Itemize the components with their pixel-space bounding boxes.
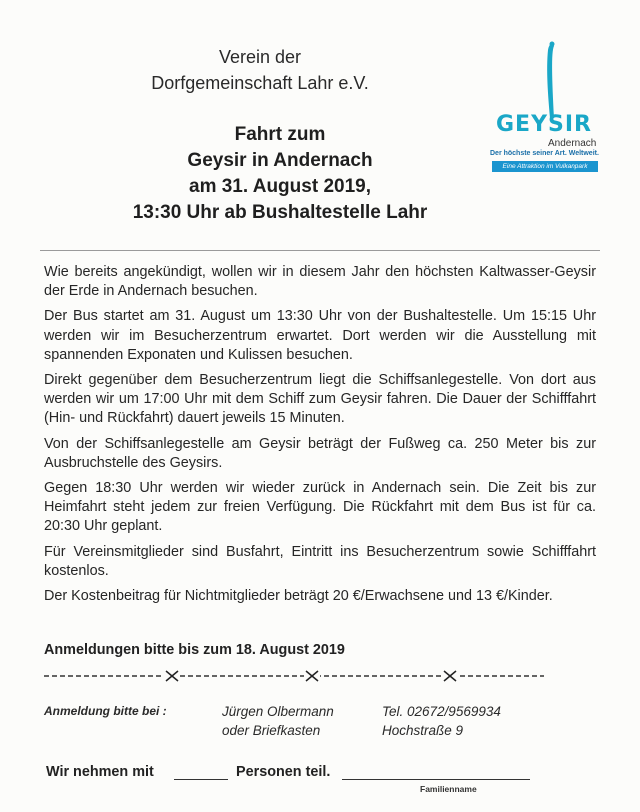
paragraph: Der Kostenbeitrag für Nichtmitglieder beträgt 20 €/Erwachsene und 13 €/Kinder. bbox=[44, 588, 553, 605]
logo-tagline: Der höchste seiner Art. Weltweit. bbox=[490, 150, 599, 157]
title-line-1: Fahrt zum bbox=[234, 124, 326, 145]
logo-city: Andernach bbox=[548, 138, 597, 149]
persons-blank-field[interactable] bbox=[174, 779, 228, 780]
family-name-label: Familienname bbox=[420, 784, 477, 794]
paragraph: Direkt gegenüber dem Besucherzentrum liegt die Schiffsanlegestelle. Von dort aus werden wir um 17:00 Uhr mit dem Schiff zum Geysir fahren. Die Dauer der Schifffahrt (Hin- und Rückfahrt) dauert jeweils 15 Minuten. bbox=[44, 372, 596, 427]
event-title bbox=[40, 122, 520, 226]
title-line-3: am 31. August 2019, bbox=[189, 176, 371, 197]
contact-names bbox=[222, 702, 334, 740]
title-line-2: Geysir in Andernach bbox=[187, 150, 373, 171]
contact-address: Hochstraße 9 bbox=[382, 723, 464, 738]
scissors-icon bbox=[442, 670, 458, 682]
contact-phone: Tel. 02672/9569934 bbox=[382, 704, 501, 719]
logo-band: Eine Attraktion im Vulkanpark bbox=[492, 161, 598, 172]
logo-word: GEYSIR bbox=[496, 112, 592, 137]
contact-details bbox=[382, 702, 501, 740]
paragraph: Von der Schiffsanlegestelle am Geysir beträgt der Fußweg ca. 250 Meter bis zur Ausbruchstelle des Geysirs. bbox=[44, 435, 596, 471]
paragraph: Für Vereinsmitglieder sind Busfahrt, Eintritt ins Besucherzentrum sowie Schifffahrt kostenlos. bbox=[44, 543, 596, 579]
scissors-icon bbox=[164, 670, 180, 682]
footer-text-1: Wir nehmen mit bbox=[46, 764, 154, 780]
contact-alternative: oder Briefkasten bbox=[222, 723, 321, 738]
paragraph: Wie bereits angekündigt, wollen wir in diesem Jahr den höchsten Kaltwasser-Geysir der Erde in Andernach besuchen. bbox=[44, 264, 596, 300]
scissors-icon bbox=[304, 670, 320, 682]
geysir-fountain-icon bbox=[490, 40, 608, 120]
contact-label: Anmeldung bitte bei : bbox=[44, 704, 167, 718]
contact-name: Jürgen Olbermann bbox=[222, 704, 334, 719]
cut-line bbox=[44, 666, 544, 686]
divider-rule bbox=[40, 250, 600, 251]
signup-deadline: Anmeldungen bitte bis zum 18. August 2019 bbox=[44, 642, 345, 658]
paragraph: Der Bus startet am 31. August um 13:30 Uhr von der Bushaltestelle. Um 15:15 Uhr werden wir im Besucherzentrum erwartet. Dort werden wir die Ausstellung mit spannenden Exponaten und Kulissen besuchen. bbox=[44, 308, 596, 363]
organization-line-2: Dorfgemeinschaft Lahr e.V. bbox=[151, 73, 369, 93]
organization-line-1: Verein der bbox=[218, 47, 302, 67]
family-name-blank-field[interactable] bbox=[342, 779, 530, 780]
title-line-4: 13:30 Uhr ab Bushaltestelle Lahr bbox=[132, 202, 428, 223]
paragraph: Gegen 18:30 Uhr werden wir wieder zurück in Andernach sein. Die Zeit bis zur Heimfahrt steht jedem zur freien Verfügung. Die Rückfahrt mit dem Bus ist für ca. 20:30 Uhr geplant. bbox=[44, 480, 596, 535]
body-text bbox=[44, 263, 596, 612]
footer-text-2: Personen teil. bbox=[236, 764, 331, 780]
organization-header bbox=[0, 44, 520, 96]
